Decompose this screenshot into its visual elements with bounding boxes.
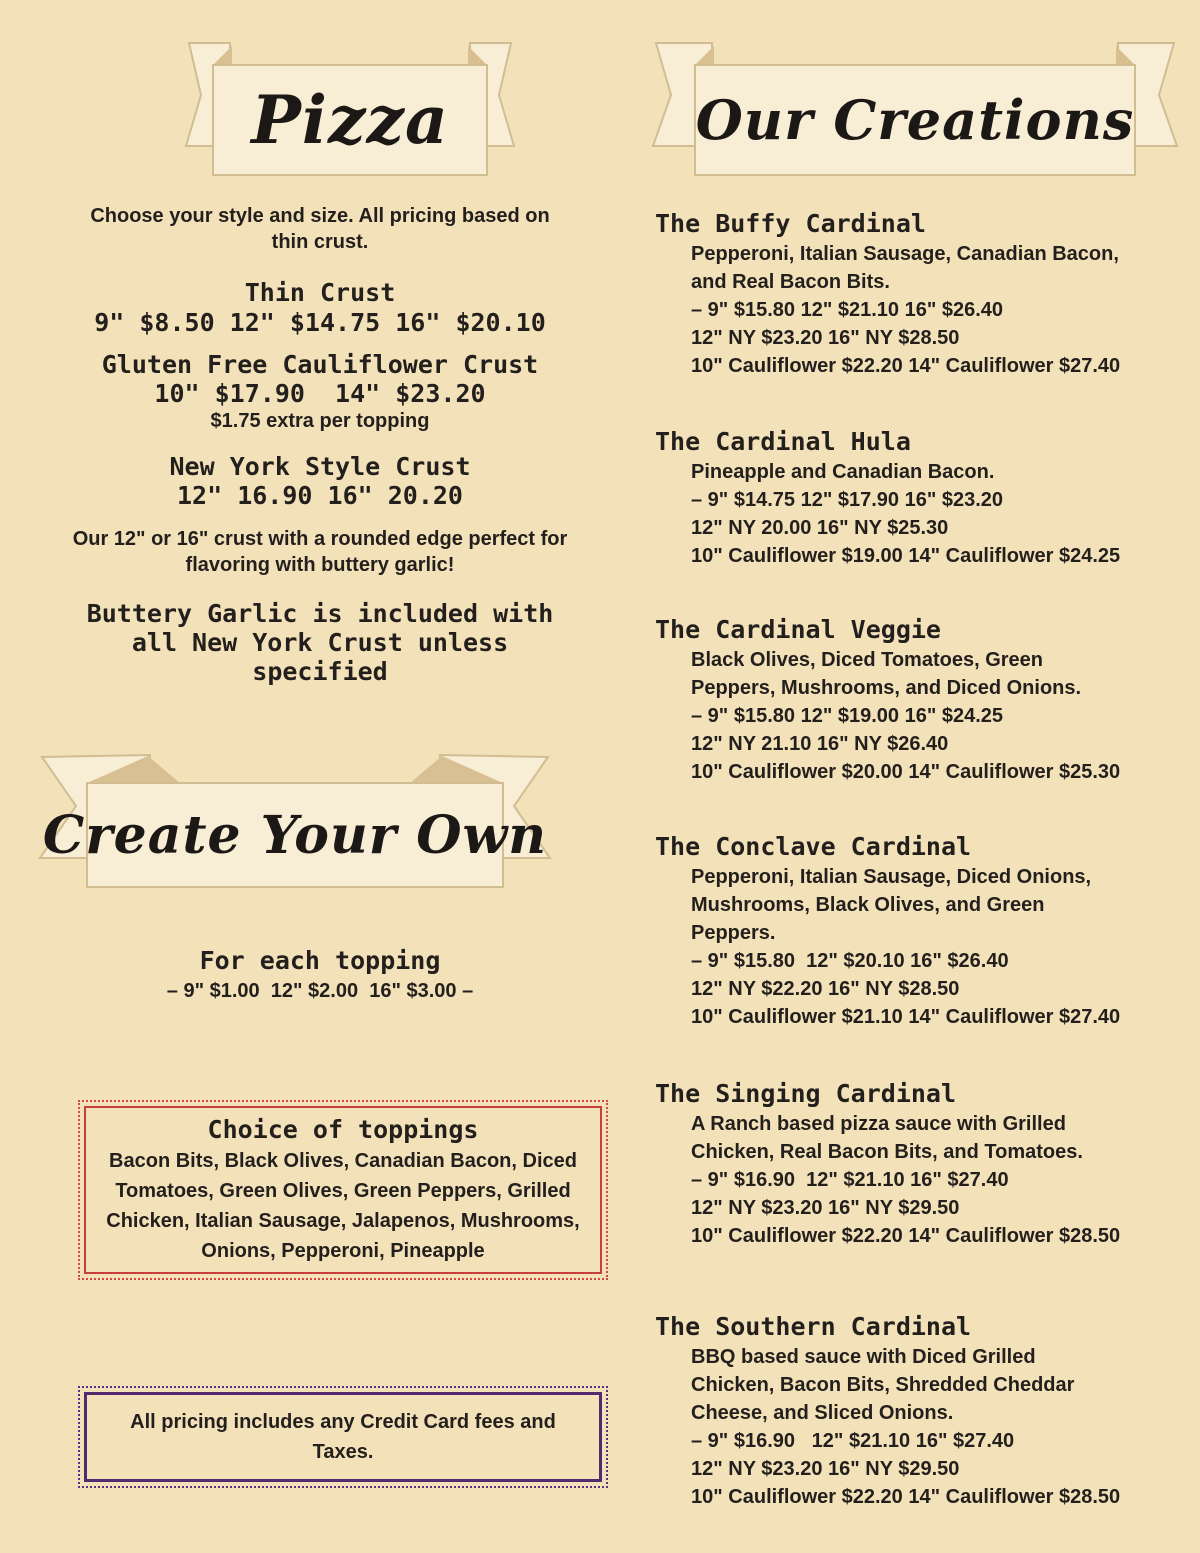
creation-price-ny: 12" NY 20.00 16" NY $25.30 — [691, 517, 949, 539]
toppings-box — [78, 1100, 608, 1280]
creation-description: BBQ based sauce with Diced Grilled Chicken, Bacon Bits, Shredded Cheddar Cheese, and Sliced Onions. — [691, 1346, 1075, 1424]
creation-price-ny: 12" NY 21.10 16" NY $26.40 — [691, 733, 949, 755]
creation-description: Pineapple and Canadian Bacon. — [691, 461, 995, 483]
creation-price-thin: – 9" $15.80 12" $20.10 16" $26.40 — [691, 950, 1009, 972]
creation-price-ny: 12" NY $22.20 16" NY $28.50 — [691, 978, 960, 1000]
toppings-box-inner — [84, 1106, 602, 1274]
creation-body — [691, 240, 1121, 380]
toppings-list: Bacon Bits, Black Olives, Canadian Bacon, Diced Tomatoes, Green Olives, Green Peppers, Grilled Chicken, Italian Sausage, Jalapenos, Mushrooms, Onions, Pepperoni, Pineapple — [106, 1150, 580, 1262]
creation-price-ny: 12" NY $23.20 16" NY $28.50 — [691, 327, 960, 349]
thin-crust-prices: 9" $8.50 12" $14.75 16" $20.10 — [94, 308, 546, 337]
creation-name: The Buffy Cardinal — [655, 209, 926, 238]
creation-cardinal-veggie — [655, 616, 1135, 786]
creation-price-cauliflower: 10" Cauliflower $22.20 14" Cauliflower $28.50 — [691, 1225, 1121, 1247]
creation-name: The Singing Cardinal — [655, 1079, 957, 1108]
creation-southern-cardinal — [655, 1313, 1135, 1511]
pricing-note-box — [78, 1386, 608, 1488]
right-column — [640, 0, 1200, 1553]
creation-body — [691, 1343, 1121, 1511]
creation-price-cauliflower: 10" Cauliflower $20.00 14" Cauliflower $25.30 — [691, 761, 1121, 783]
our-creations-banner — [645, 38, 1185, 188]
pizza-banner — [180, 38, 520, 188]
creation-price-thin: – 9" $15.80 12" $19.00 16" $24.25 — [691, 705, 1004, 727]
toppings-box-title: Choice of toppings — [207, 1115, 479, 1144]
create-your-own-banner — [30, 748, 640, 898]
creation-price-ny: 12" NY $23.20 16" NY $29.50 — [691, 1458, 960, 1480]
pizza-banner-title: Pizza — [251, 81, 449, 159]
creation-cardinal-hula — [655, 428, 1135, 570]
creation-price-cauliflower: 10" Cauliflower $22.20 14" Cauliflower $28.50 — [691, 1486, 1121, 1508]
creation-name: The Southern Cardinal — [655, 1312, 972, 1341]
gluten-free-note: $1.75 extra per topping — [210, 410, 430, 432]
new-york-prices: 12" 16.90 16" 20.20 — [177, 481, 463, 510]
creation-price-thin: – 9" $15.80 12" $21.10 16" $26.40 — [691, 299, 1004, 321]
creation-description: Pepperoni, Italian Sausage, Diced Onions, Mushrooms, Black Olives, and Green Peppers. — [691, 866, 1092, 944]
creation-singing-cardinal — [655, 1080, 1135, 1250]
creation-price-cauliflower: 10" Cauliflower $22.20 14" Cauliflower $27.40 — [691, 355, 1121, 377]
left-column — [40, 0, 600, 1553]
creation-description: Pepperoni, Italian Sausage, Canadian Bacon, and Real Bacon Bits. — [691, 243, 1119, 293]
topping-price-values: – 9" $1.00 12" $2.00 16" $3.00 – — [166, 980, 474, 1002]
creation-price-thin: – 9" $16.90 12" $21.10 16" $27.40 — [691, 1430, 1015, 1452]
creation-name: The Conclave Cardinal — [655, 832, 972, 861]
gluten-free-prices: 10" $17.90 14" $23.20 — [154, 379, 486, 408]
pricing-note-text: All pricing includes any Credit Card fees and Taxes. — [130, 1411, 556, 1463]
creation-buffy-cardinal — [655, 210, 1135, 380]
pricing-note-box-inner — [84, 1392, 602, 1482]
thin-crust-title: Thin Crust — [244, 278, 396, 307]
buttery-garlic-note: Buttery Garlic is included with all New York Crust unless specified — [86, 599, 554, 686]
creation-description: Black Olives, Diced Tomatoes, Green Peppers, Mushrooms, and Diced Onions. — [691, 649, 1082, 699]
new-york-note: Our 12" or 16" crust with a rounded edge perfect for flavoring with buttery garlic! — [72, 528, 568, 576]
new-york-title: New York Style Crust — [169, 452, 471, 481]
creation-name: The Cardinal Hula — [655, 427, 911, 456]
creation-price-cauliflower: 10" Cauliflower $19.00 14" Cauliflower $24.25 — [691, 545, 1121, 567]
topping-price-title: For each topping — [199, 946, 441, 975]
gluten-free-title: Gluten Free Cauliflower Crust — [101, 350, 539, 379]
creation-body — [691, 1110, 1121, 1250]
creation-body — [691, 863, 1121, 1031]
creation-name: The Cardinal Veggie — [655, 615, 941, 644]
creation-price-cauliflower: 10" Cauliflower $21.10 14" Cauliflower $27.40 — [691, 1006, 1121, 1028]
create-your-own-banner-title: Create Your Own — [42, 804, 548, 866]
creation-body — [691, 458, 1121, 570]
creation-price-ny: 12" NY $23.20 16" NY $29.50 — [691, 1197, 960, 1219]
our-creations-banner-title: Our Creations — [695, 88, 1135, 152]
creation-price-thin: – 9" $14.75 12" $17.90 16" $23.20 — [691, 489, 1004, 511]
creation-description: A Ranch based pizza sauce with Grilled Chicken, Real Bacon Bits, and Tomatoes. — [691, 1113, 1083, 1163]
intro-text: Choose your style and size. All pricing based on thin crust. — [90, 205, 550, 253]
creation-body — [691, 646, 1121, 786]
creation-price-thin: – 9" $16.90 12" $21.10 16" $27.40 — [691, 1169, 1009, 1191]
creation-conclave-cardinal — [655, 833, 1135, 1031]
